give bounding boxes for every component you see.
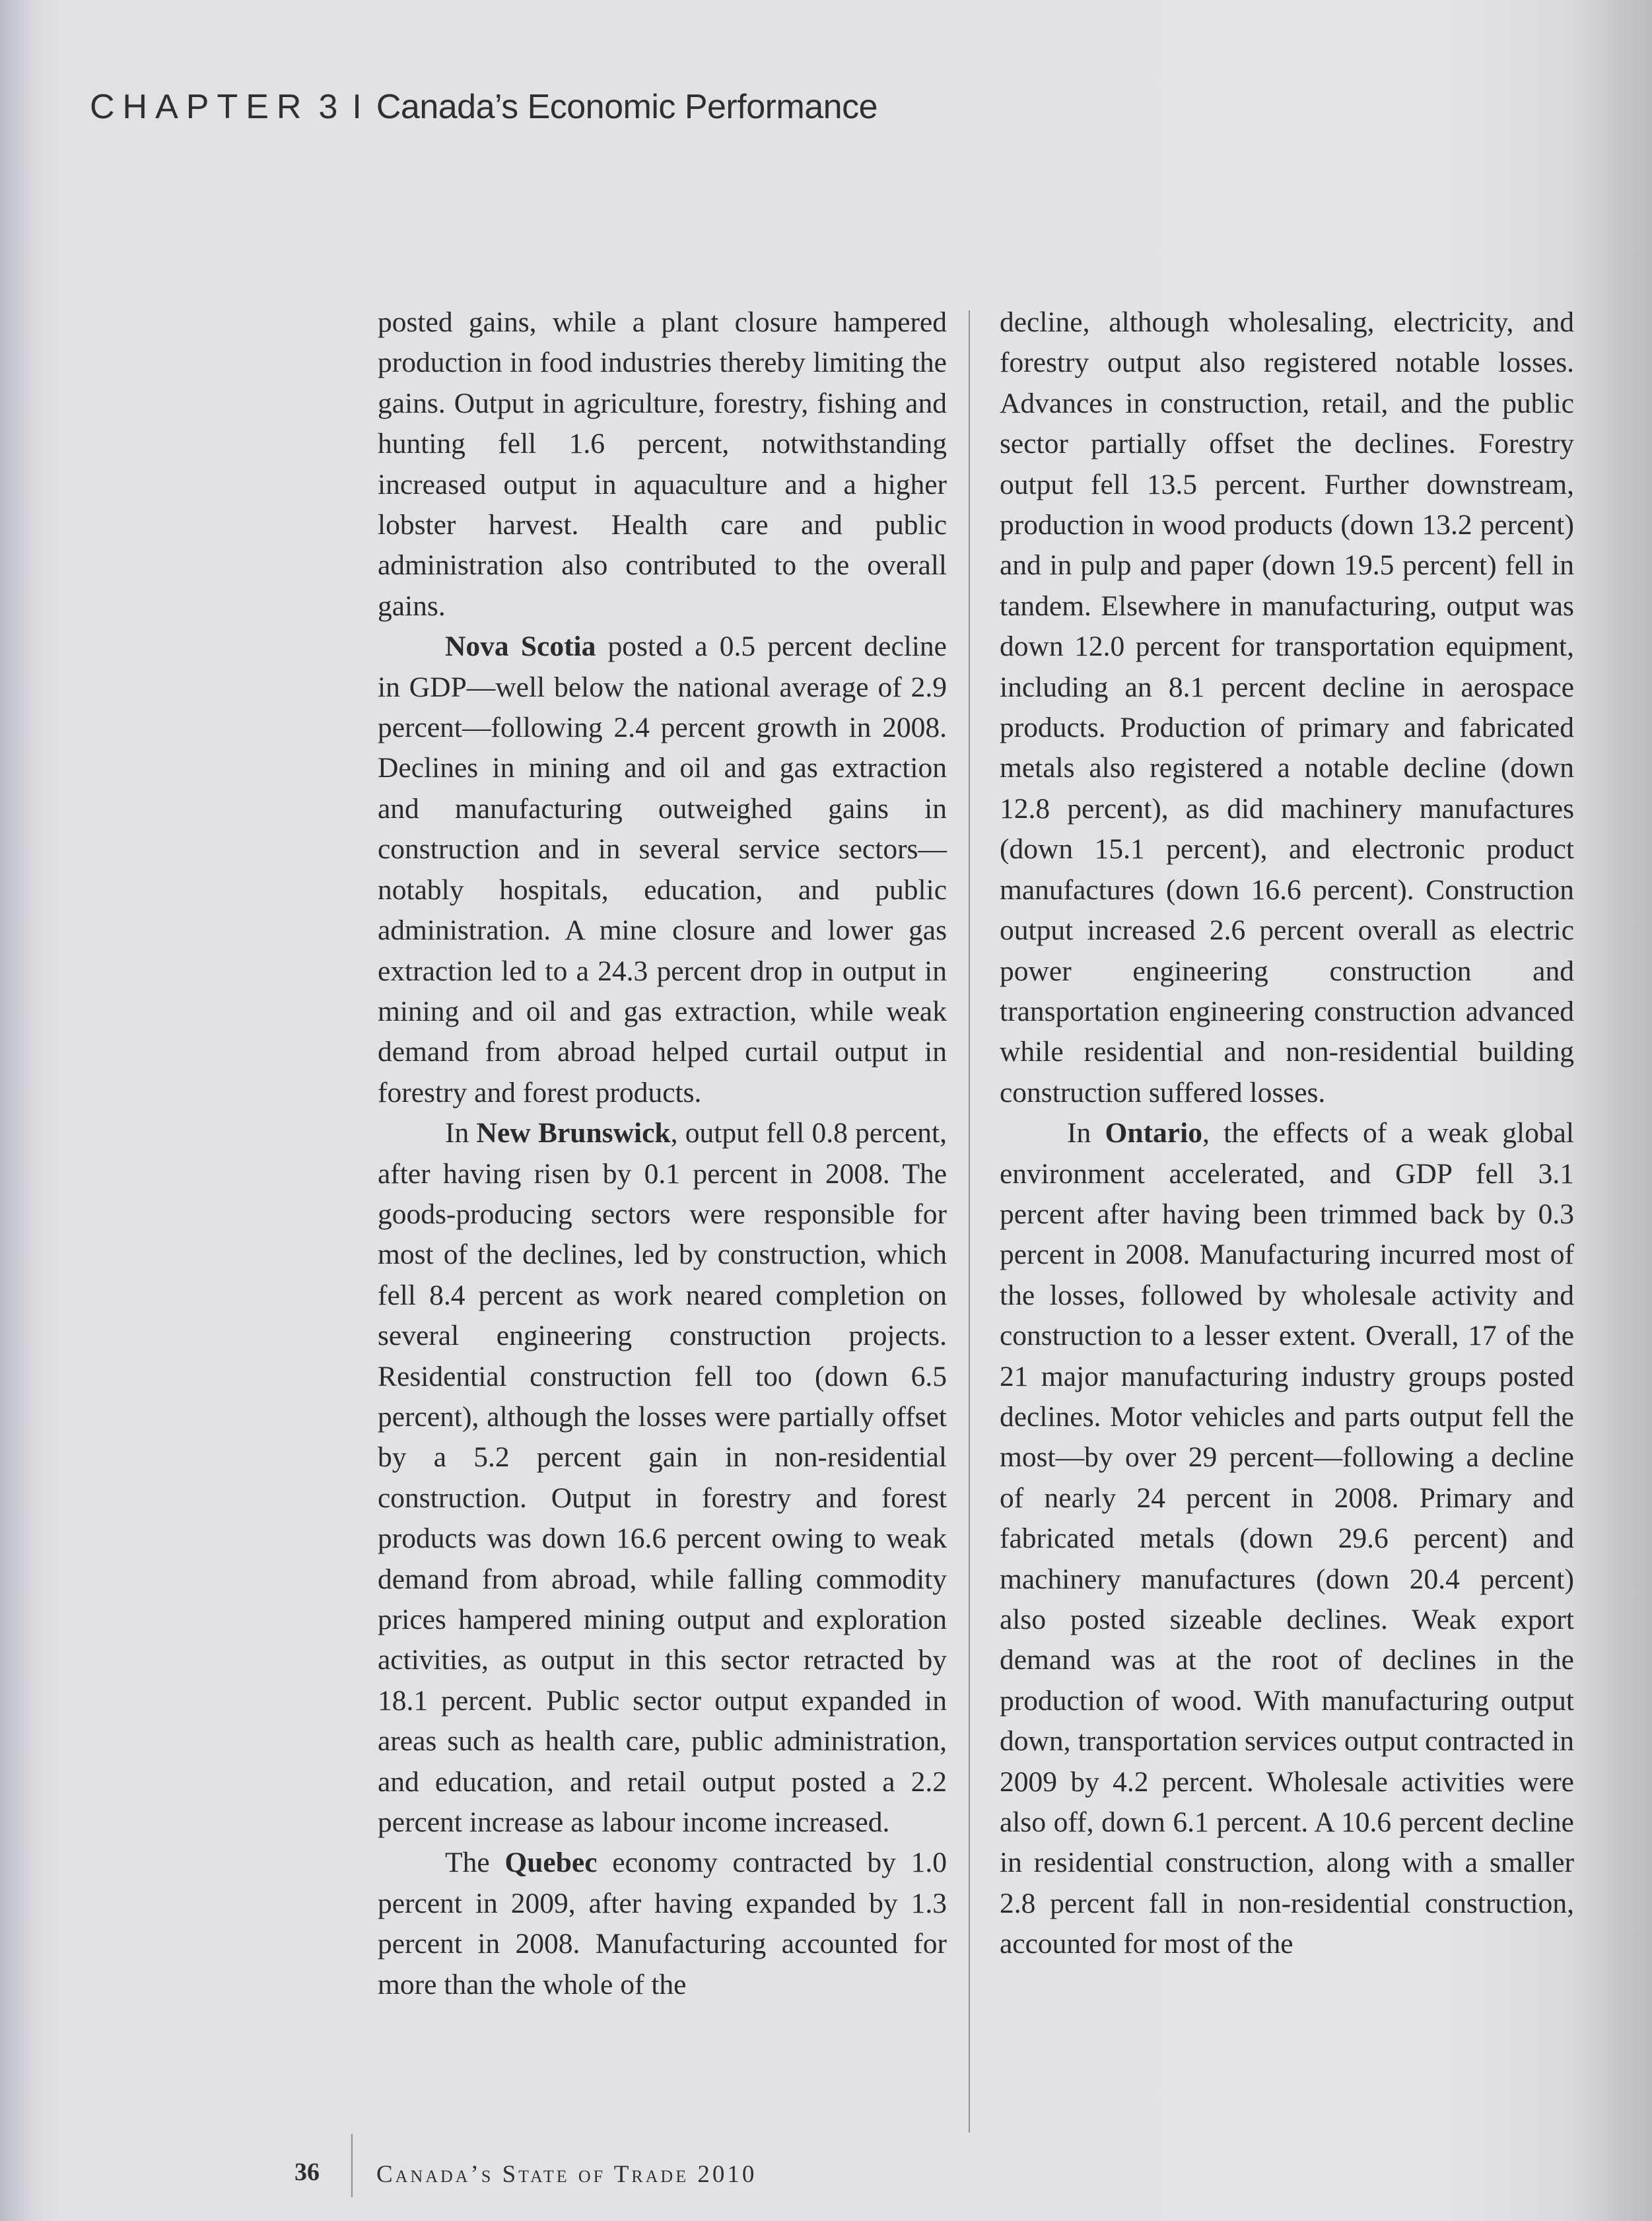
chapter-separator: I (352, 88, 362, 126)
chapter-title: Canada’s Economic Performance (376, 88, 878, 126)
paragraph-nova-scotia (378, 627, 947, 1113)
footer-divider (351, 2134, 353, 2197)
region-name: New Brunswick (476, 1117, 671, 1149)
publication-title: Canada’s State of Trade 2010 (376, 2161, 757, 2188)
left-column (378, 302, 947, 2005)
paragraph-continued: posted gains, while a plant closure hampered production in food industries thereby limiting the gains. Output in agriculture, forestry, fishing and hunting fell 1.6 percent, notwithstanding increased output in aquaculture and a higher lobster harvest. Health care and public administration also contributed to the overall gains. (378, 306, 947, 622)
paragraph-text: posted a 0.5 percent decline in GDP—well below the national average of 2.9 percent—following 2.4 percent growth in 2008. Declines in mining and oil and gas extraction and manufacturing outweighed gains in construction and in several service sectors—notably hospitals, education, and public administration. A mine closure and lower gas extraction led to a 24.3 percent drop in output in mining and oil and gas extraction, while weak demand from abroad helped curtail output in forestry and forest products. (378, 631, 947, 1109)
right-column (1000, 302, 1574, 1965)
paragraph-lead: In (445, 1117, 477, 1149)
paragraph-lead: The (445, 1847, 505, 1879)
paragraph-continued: decline, although wholesaling, electricity, and forestry output also registered notable losses. Advances in construction, retail, and the public sector partially offset the declines. Forestry output fell 13.5 percent. Further downstream, production in wood products (down 13.2 percent) and in pulp and paper (down 19.5 percent) fell in tandem. Elsewhere in manufacturing, output was down 12.0 percent for transportation equipment, including an 8.1 percent decline in aerospace products. Production of primary and fabricated metals also registered a notable decline (down 12.8 percent), as did machinery manufactures (down 15.1 percent), and electronic product manufactures (down 16.6 percent). Construction output increased 2.6 percent overall as electric power engineering construction and transportation engineering construction advanced while residential and non-residential building construction suffered losses. (1000, 306, 1574, 1109)
chapter-label: CHAPTER (90, 88, 310, 126)
region-name: Nova Scotia (445, 631, 596, 663)
paragraph-new-brunswick (378, 1113, 947, 1843)
column-divider (969, 310, 970, 2133)
paragraph-lead: In (1067, 1117, 1105, 1149)
chapter-number: 3 (318, 88, 338, 126)
page-number: 36 (294, 2158, 320, 2186)
paragraph-text: , output fell 0.8 percent, after having risen by 0.1 percent in 2008. The goods-producing sectors were responsible for most of the declines, led by construction, which fell 8.4 percent as work neared completion on several engineering construction projects. Residential construction fell too (down 6.5 percent), although the losses were partially offset by a 5.2 percent gain in non-residential construction. Output in forestry and forest products was down 16.6 percent owing to weak demand from abroad, while falling commodity prices hampered mining output and exploration activities, as output in this sector retracted by 18.1 percent. Public sector output expanded in areas such as health care, public administration, and education, and retail output posted a 2.2 percent increase as labour income increased. (378, 1117, 947, 1839)
paragraph-quebec (378, 1843, 947, 2005)
paragraph-text: economy contracted by 1.0 percent in 2009, after having expanded by 1.3 percent in 2008. Manufacturing accounted for more than the whole of the (378, 1847, 947, 2000)
region-name: Quebec (504, 1847, 598, 1879)
region-name: Ontario (1105, 1117, 1202, 1149)
chapter-header (90, 87, 878, 127)
paragraph-text: , the effects of a weak global environment accelerated, and GDP fell 3.1 percent after having been trimmed back by 0.3 percent in 2008. Manufacturing incurred most of the losses, followed by wholesale activity and construction to a lesser extent. Overall, 17 of the 21 major manufacturing industry groups posted declines. Motor vehicles and parts output fell the most—by over 29 percent—following a decline of nearly 24 percent in 2008. Primary and fabricated metals (down 29.6 percent) and machinery manufactures (down 20.4 percent) also posted sizeable declines. Weak export demand was at the root of declines in the production of wood. With manufacturing output down, transportation services output contracted in 2009 by 4.2 percent. Wholesale activities were also off, down 6.1 percent. A 10.6 percent decline in residential construction, along with a smaller 2.8 percent fall in non-residential construction, accounted for most of the (1000, 1117, 1574, 1960)
paragraph-ontario (1000, 1113, 1574, 1965)
